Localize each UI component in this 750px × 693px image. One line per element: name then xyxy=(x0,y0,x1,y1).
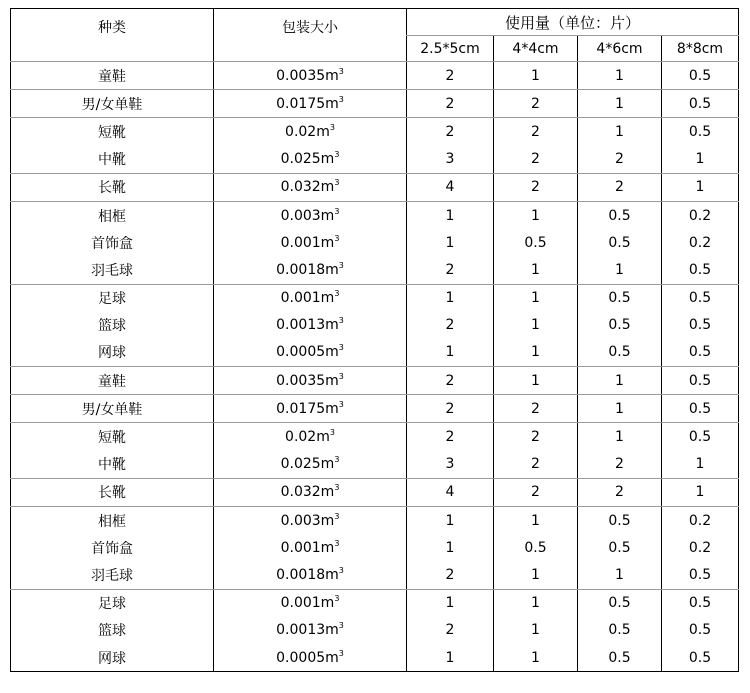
package-value: 0.02m xyxy=(285,123,330,140)
cell-type: 足球 xyxy=(11,589,214,617)
cell-usage: 1 xyxy=(407,507,494,535)
cell-usage: 1 xyxy=(407,589,494,617)
unit-superscript: 3 xyxy=(338,316,344,326)
table-row xyxy=(11,451,739,479)
package-value: 0.032m xyxy=(280,179,335,196)
cell-usage: 0.2 xyxy=(662,229,739,256)
header-size: 4*4cm xyxy=(494,36,578,62)
cell-usage: 0.5 xyxy=(662,423,739,451)
unit-superscript: 3 xyxy=(334,289,340,299)
cell-usage: 0.5 xyxy=(578,312,662,339)
cell-usage: 1 xyxy=(407,339,494,367)
cell-usage: 0.5 xyxy=(662,561,739,589)
cell-usage: 1 xyxy=(662,146,739,174)
cell-type: 童鞋 xyxy=(11,62,214,90)
cell-package xyxy=(214,62,407,90)
unit-superscript: 3 xyxy=(338,66,344,76)
cell-usage: 2 xyxy=(407,395,494,423)
cell-usage: 0.5 xyxy=(662,284,739,312)
cell-package xyxy=(214,118,407,146)
unit-superscript: 3 xyxy=(329,428,335,438)
package-value: 0.0005m xyxy=(276,649,339,666)
cell-usage: 0.5 xyxy=(578,589,662,617)
cell-usage: 1 xyxy=(494,201,578,229)
table-row xyxy=(11,617,739,644)
unit-superscript: 3 xyxy=(334,150,340,160)
unit-superscript: 3 xyxy=(334,483,340,493)
cell-package xyxy=(214,367,407,395)
package-value: 0.02m xyxy=(285,429,330,446)
usage-table xyxy=(10,8,739,672)
table-row xyxy=(11,173,739,201)
cell-type: 篮球 xyxy=(11,312,214,339)
cell-type: 男/女单鞋 xyxy=(11,90,214,118)
cell-type: 短靴 xyxy=(11,423,214,451)
cell-usage: 1 xyxy=(578,423,662,451)
cell-usage: 1 xyxy=(407,644,494,672)
cell-usage: 0.5 xyxy=(578,339,662,367)
cell-usage: 2 xyxy=(494,146,578,174)
cell-usage: 0.5 xyxy=(662,617,739,644)
cell-usage: 4 xyxy=(407,478,494,506)
table-row xyxy=(11,62,739,90)
cell-usage: 0.5 xyxy=(578,507,662,535)
cell-type: 网球 xyxy=(11,644,214,672)
cell-usage: 1 xyxy=(494,367,578,395)
cell-usage: 3 xyxy=(407,146,494,174)
cell-usage: 0.5 xyxy=(662,256,739,284)
cell-type: 相框 xyxy=(11,201,214,229)
cell-usage: 0.5 xyxy=(578,284,662,312)
table-row xyxy=(11,284,739,312)
cell-usage: 1 xyxy=(578,90,662,118)
header-usage: 使用量（单位：片） xyxy=(407,9,739,36)
cell-type: 首饰盒 xyxy=(11,534,214,561)
cell-package xyxy=(214,229,407,256)
cell-usage: 3 xyxy=(407,451,494,479)
table-row xyxy=(11,561,739,589)
unit-superscript: 3 xyxy=(334,538,340,548)
cell-type: 首饰盒 xyxy=(11,229,214,256)
cell-type: 网球 xyxy=(11,339,214,367)
cell-usage: 2 xyxy=(578,173,662,201)
cell-usage: 1 xyxy=(494,256,578,284)
header-package: 包装大小 xyxy=(214,9,407,62)
unit-superscript: 3 xyxy=(334,511,340,521)
cell-usage: 0.5 xyxy=(578,201,662,229)
unit-superscript: 3 xyxy=(338,260,344,270)
cell-usage: 2 xyxy=(578,146,662,174)
unit-superscript: 3 xyxy=(338,94,344,104)
cell-package xyxy=(214,644,407,672)
cell-usage: 0.5 xyxy=(662,367,739,395)
cell-package xyxy=(214,284,407,312)
cell-usage: 1 xyxy=(662,478,739,506)
cell-usage: 0.5 xyxy=(662,312,739,339)
cell-usage: 0.5 xyxy=(662,339,739,367)
cell-usage: 2 xyxy=(407,367,494,395)
cell-type: 篮球 xyxy=(11,617,214,644)
cell-package xyxy=(214,201,407,229)
cell-package xyxy=(214,617,407,644)
unit-superscript: 3 xyxy=(329,122,335,132)
cell-usage: 2 xyxy=(407,312,494,339)
cell-usage: 0.5 xyxy=(578,229,662,256)
package-value: 0.001m xyxy=(280,595,335,612)
cell-usage: 1 xyxy=(407,229,494,256)
package-value: 0.0175m xyxy=(276,95,339,112)
cell-usage: 1 xyxy=(494,312,578,339)
cell-usage: 1 xyxy=(578,395,662,423)
package-value: 0.0005m xyxy=(276,344,339,361)
package-value: 0.025m xyxy=(280,151,335,168)
cell-type: 童鞋 xyxy=(11,367,214,395)
cell-usage: 2 xyxy=(494,478,578,506)
table-row xyxy=(11,367,739,395)
cell-usage: 2 xyxy=(494,451,578,479)
cell-usage: 1 xyxy=(578,561,662,589)
header-size: 2.5*5cm xyxy=(407,36,494,62)
cell-usage: 0.5 xyxy=(494,534,578,561)
table-row xyxy=(11,507,739,535)
cell-package xyxy=(214,173,407,201)
cell-package xyxy=(214,478,407,506)
cell-package xyxy=(214,534,407,561)
cell-usage: 1 xyxy=(578,118,662,146)
cell-usage: 0.2 xyxy=(662,534,739,561)
cell-usage: 1 xyxy=(662,173,739,201)
unit-superscript: 3 xyxy=(338,399,344,409)
cell-usage: 1 xyxy=(578,62,662,90)
cell-usage: 1 xyxy=(494,507,578,535)
unit-superscript: 3 xyxy=(338,371,344,381)
unit-superscript: 3 xyxy=(338,648,344,658)
table-row xyxy=(11,644,739,672)
cell-usage: 1 xyxy=(494,644,578,672)
cell-package xyxy=(214,589,407,617)
package-value: 0.003m xyxy=(280,512,335,529)
package-value: 0.032m xyxy=(280,484,335,501)
unit-superscript: 3 xyxy=(338,343,344,353)
cell-package xyxy=(214,256,407,284)
cell-package xyxy=(214,146,407,174)
header-size: 8*8cm xyxy=(662,36,739,62)
unit-superscript: 3 xyxy=(334,455,340,465)
unit-superscript: 3 xyxy=(334,594,340,604)
cell-type: 长靴 xyxy=(11,478,214,506)
cell-usage: 1 xyxy=(494,561,578,589)
unit-superscript: 3 xyxy=(334,233,340,243)
cell-usage: 1 xyxy=(494,339,578,367)
cell-usage: 1 xyxy=(578,256,662,284)
cell-type: 相框 xyxy=(11,507,214,535)
cell-usage: 0.5 xyxy=(662,589,739,617)
cell-usage: 2 xyxy=(494,173,578,201)
cell-usage: 0.5 xyxy=(662,644,739,672)
cell-type: 男/女单鞋 xyxy=(11,395,214,423)
cell-usage: 0.5 xyxy=(662,90,739,118)
cell-usage: 1 xyxy=(494,284,578,312)
package-value: 0.001m xyxy=(280,290,335,307)
cell-usage: 0.5 xyxy=(662,118,739,146)
package-value: 0.001m xyxy=(280,234,335,251)
cell-usage: 2 xyxy=(578,451,662,479)
header-row xyxy=(11,9,739,36)
cell-usage: 2 xyxy=(407,423,494,451)
table-row xyxy=(11,90,739,118)
header-size: 4*6cm xyxy=(578,36,662,62)
cell-usage: 2 xyxy=(494,118,578,146)
package-value: 0.0035m xyxy=(276,372,339,389)
cell-package xyxy=(214,339,407,367)
unit-superscript: 3 xyxy=(338,565,344,575)
cell-usage: 2 xyxy=(407,617,494,644)
table-row xyxy=(11,146,739,174)
header-type: 种类 xyxy=(11,9,214,62)
cell-usage: 1 xyxy=(407,201,494,229)
table-row xyxy=(11,589,739,617)
package-value: 0.025m xyxy=(280,456,335,473)
cell-usage: 1 xyxy=(407,534,494,561)
cell-usage: 2 xyxy=(407,256,494,284)
cell-type: 中靴 xyxy=(11,451,214,479)
cell-usage: 1 xyxy=(407,284,494,312)
table-row xyxy=(11,118,739,146)
cell-package xyxy=(214,395,407,423)
cell-usage: 0.5 xyxy=(662,62,739,90)
unit-superscript: 3 xyxy=(338,621,344,631)
cell-usage: 4 xyxy=(407,173,494,201)
cell-usage: 2 xyxy=(494,423,578,451)
cell-type: 长靴 xyxy=(11,173,214,201)
package-value: 0.003m xyxy=(280,207,335,224)
package-value: 0.001m xyxy=(280,539,335,556)
cell-type: 羽毛球 xyxy=(11,256,214,284)
cell-usage: 0.2 xyxy=(662,507,739,535)
package-value: 0.0035m xyxy=(276,67,339,84)
cell-usage: 2 xyxy=(494,395,578,423)
cell-type: 足球 xyxy=(11,284,214,312)
cell-usage: 1 xyxy=(494,62,578,90)
cell-type: 中靴 xyxy=(11,146,214,174)
table-row xyxy=(11,534,739,561)
table-row xyxy=(11,395,739,423)
cell-usage: 1 xyxy=(494,617,578,644)
package-value: 0.0018m xyxy=(276,566,339,583)
cell-usage: 0.5 xyxy=(578,644,662,672)
cell-usage: 2 xyxy=(494,90,578,118)
cell-package xyxy=(214,451,407,479)
cell-usage: 2 xyxy=(407,118,494,146)
package-value: 0.0013m xyxy=(276,317,339,334)
cell-usage: 2 xyxy=(407,62,494,90)
cell-usage: 2 xyxy=(407,90,494,118)
table-row xyxy=(11,229,739,256)
table-row xyxy=(11,256,739,284)
table-row xyxy=(11,423,739,451)
table-body xyxy=(11,62,739,672)
cell-package xyxy=(214,423,407,451)
cell-usage: 2 xyxy=(578,478,662,506)
cell-usage: 0.5 xyxy=(494,229,578,256)
cell-usage: 0.5 xyxy=(662,395,739,423)
cell-usage: 0.5 xyxy=(578,617,662,644)
cell-usage: 1 xyxy=(494,589,578,617)
cell-usage: 1 xyxy=(578,367,662,395)
cell-usage: 2 xyxy=(407,561,494,589)
package-value: 0.0013m xyxy=(276,622,339,639)
unit-superscript: 3 xyxy=(334,178,340,188)
table-row xyxy=(11,478,739,506)
cell-type: 短靴 xyxy=(11,118,214,146)
package-value: 0.0175m xyxy=(276,400,339,417)
cell-usage: 0.2 xyxy=(662,201,739,229)
cell-package xyxy=(214,312,407,339)
table-row xyxy=(11,339,739,367)
table-row xyxy=(11,201,739,229)
table-row xyxy=(11,312,739,339)
unit-superscript: 3 xyxy=(334,206,340,216)
cell-package xyxy=(214,507,407,535)
cell-usage: 0.5 xyxy=(578,534,662,561)
cell-type: 羽毛球 xyxy=(11,561,214,589)
package-value: 0.0018m xyxy=(276,261,339,278)
cell-package xyxy=(214,90,407,118)
cell-usage: 1 xyxy=(662,451,739,479)
cell-package xyxy=(214,561,407,589)
